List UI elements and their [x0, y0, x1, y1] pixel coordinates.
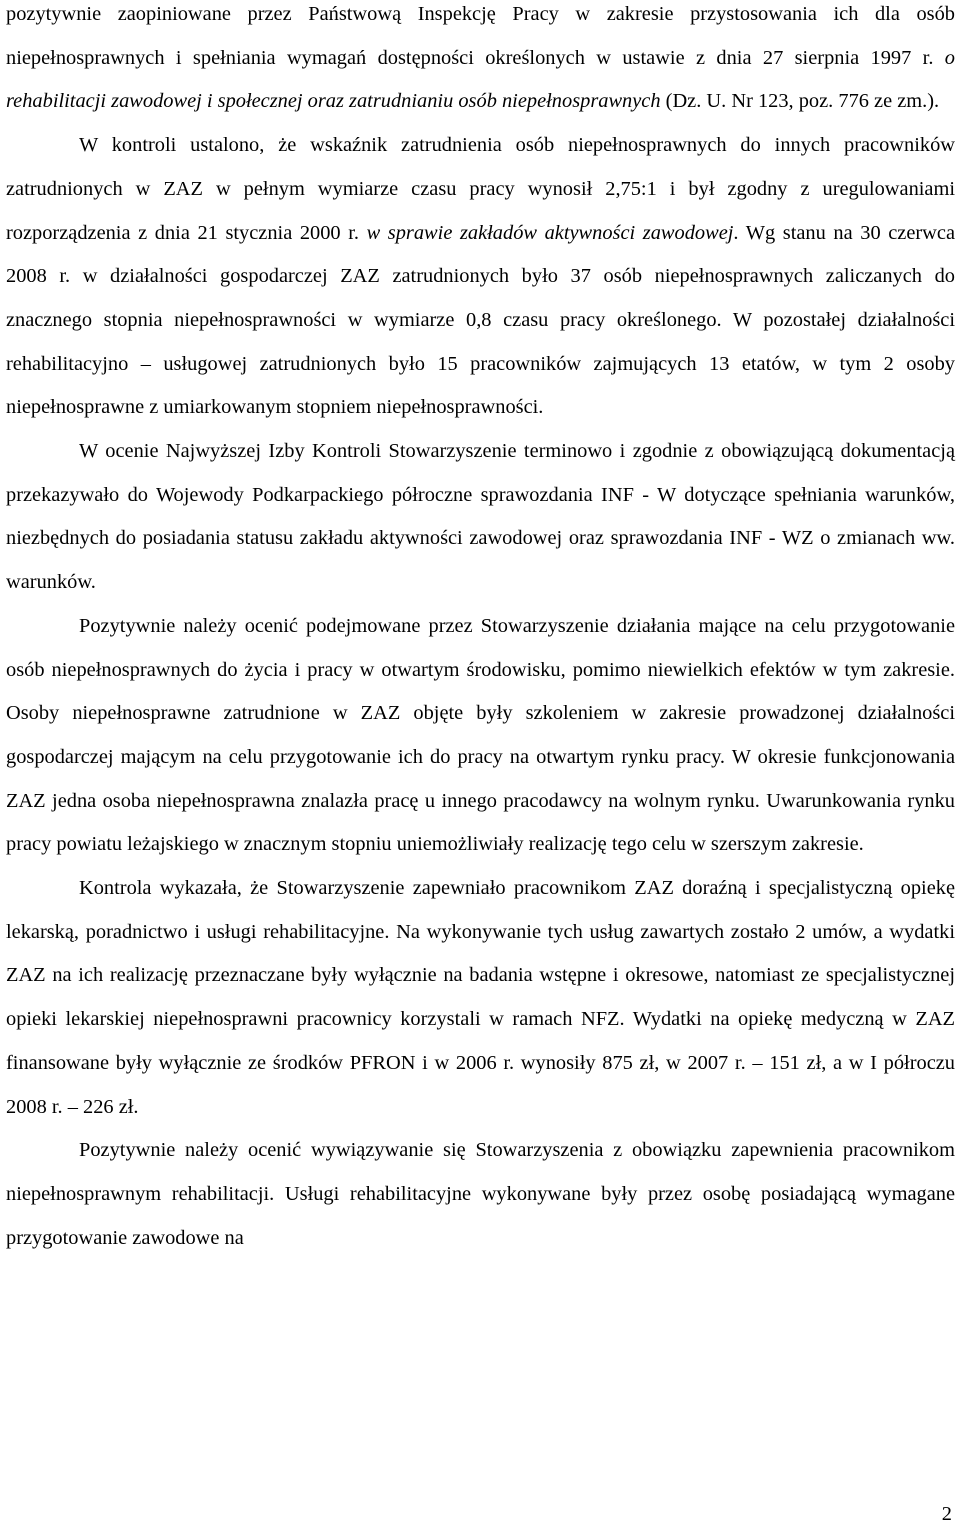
text-run: (Dz. U. Nr 123, poz. 776 ze zm.).	[660, 90, 940, 113]
text-run: . Wg stanu na 30 czerwca 2008 r. w działalności gospodarczej ZAZ zatrudnionych było 37 osób niepełnosprawnych zaliczanych do znacznego stopnia niepełnosprawności w wymiarze 0,8 czasu pracy określonego. W pozostałej działalności rehabilitacyjno – usługowej zatrudnionych było 15 pracowników zajmujących 13 etatów, w tym 2 osoby niepełnosprawne z umiarkowanym stopniem niepełnosprawności.	[6, 221, 956, 419]
body-text	[6, 0, 955, 1260]
italic-text-run: o rehabilitacji zawodowej i społecznej oraz zatrudnianiu osób niepełnosprawnych	[6, 46, 955, 113]
paragraph	[6, 124, 955, 430]
paragraph	[6, 1129, 955, 1260]
text-run: W ocenie Najwyższej Izby Kontroli Stowarzyszenie terminowo i zgodnie z obowiązującą dokumentacją przekazywało do Wojewody Podkarpackiego półroczne sprawozdania INF - W dotyczące spełniania warunków, niezbędnych do posiadania statusu zakładu aktywności zawodowej oraz sprawozdania INF - WZ o zmianach ww. warunków.	[6, 440, 955, 594]
text-run: pozytywnie zaopiniowane przez Państwową Inspekcję Pracy w zakresie przystosowania ich dla osób niepełnosprawnych i spełniania wymagań dostępności określonych w ustawie z dnia 27 sierpnia 1997 r.	[6, 3, 955, 69]
paragraph	[6, 867, 955, 1129]
text-run: Pozytywnie należy ocenić podejmowane przez Stowarzyszenie działania mające na celu przygotowanie osób niepełnosprawnych do życia i pracy w otwartym środowisku, pomimo niewielkich efektów w tym zakresie. Osoby niepełnosprawne zatrudnione w ZAZ objęte były szkoleniem w zakresie prowadzonej działalności gospodarczej mającym na celu przygotowanie ich do pracy na otwartym rynku pracy. W okresie funkcjonowania ZAZ jedna osoba niepełnosprawna znalazła pracę u innego pracodawcy na wolnym rynku. Uwarunkowania rynku pracy powiatu leżajskiego w znacznym stopniu uniemożliwiały realizację tego celu w szerszym zakresie.	[6, 614, 955, 856]
text-run: Pozytywnie należy ocenić wywiązywanie się Stowarzyszenia z obowiązku zapewnienia pracownikom niepełnosprawnym rehabilitacji. Usługi rehabilitacyjne wykonywane były przez osobę posiadającą wymagane przygotowanie zawodowe na	[6, 1139, 955, 1249]
paragraph	[6, 605, 955, 867]
text-run: Kontrola wykazała, że Stowarzyszenie zapewniało pracownikom ZAZ doraźną i specjalistyczną opiekę lekarską, poradnictwo i usługi rehabilitacyjne. Na wykonywanie tych usług zawartych zostało 2 umów, a wydatki ZAZ na ich realizację przeznaczane były wyłącznie na badania wstępne i okresowe, natomiast ze specjalistycznej opieki lekarskiej niepełnosprawni pracownicy korzystali w ramach NFZ. Wydatki na opiekę medyczną w ZAZ finansowane były wyłącznie ze środków PFRON i w 2006 r. wynosiły 875 zł, w 2007 r. – 151 zł, a w I półroczu 2008 r. – 226 zł.	[6, 877, 955, 1118]
paragraph	[6, 0, 955, 124]
italic-text-run: w sprawie zakładów aktywności zawodowej	[366, 221, 734, 244]
paragraph	[6, 430, 955, 605]
text-run: W kontroli ustalono, że wskaźnik zatrudnienia osób niepełnosprawnych do innych pracowników zatrudnionych w ZAZ w pełnym wymiarze czasu pracy wynosił 2,75:1 i był zgodny z uregulowaniami rozporządzenia z dnia 21 stycznia 2000 r.	[6, 134, 955, 244]
page-number: 2	[941, 1503, 952, 1525]
